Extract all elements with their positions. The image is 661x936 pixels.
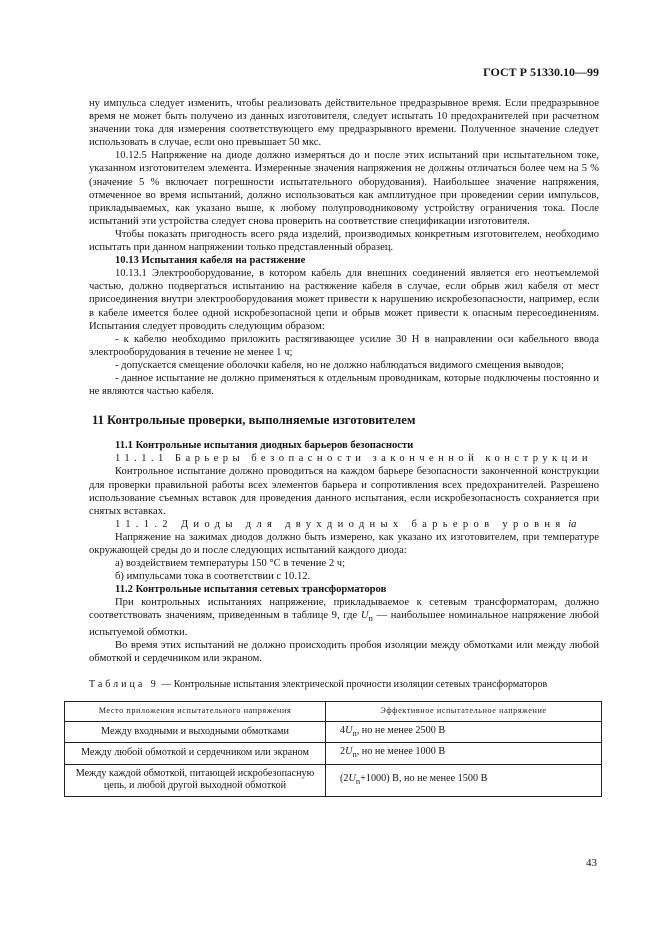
table-row xyxy=(65,764,602,796)
symbol-u-subscript: n xyxy=(368,613,373,624)
list-item-not-applicable: - данное испытание не должно применяться к отдельным проводникам, которые подключены постоянно и не являются частью кабеля. xyxy=(89,372,599,398)
table-header-place: Место приложения испытательного напряжения xyxy=(65,702,326,722)
symbol-u: U xyxy=(360,610,369,622)
voltage-symbol: U xyxy=(345,724,353,736)
heading-11-1-2 xyxy=(89,518,599,531)
document-code-header: ГОСТ Р 51330.10—99 xyxy=(483,65,599,79)
paragraph-11-1-1: Контрольное испытание должно проводиться на каждом барьере безопасности законченной конструкции для проверки правильной работы всех элементов барьера и сопротивления всех предохранителей. Разрешено использование съемных вставок для проведения данного испытания, если искробезопасность сохраняется при снятых вставках. xyxy=(89,466,599,517)
table-cell-place: Между любой обмоткой и сердечником или экраном xyxy=(65,743,326,765)
paragraph-11-2 xyxy=(89,596,599,638)
page-content xyxy=(75,97,599,797)
voltage-text: , но не менее 2500 В xyxy=(356,724,446,736)
table-caption-text: — Контрольные испытания электрической прочности изоляции сетевых трансформаторов xyxy=(161,678,548,690)
voltage-symbol: U xyxy=(348,773,356,785)
table-header-voltage: Эффективное испытательное напряжение xyxy=(326,702,602,722)
paragraph-11-2-text-b: — наибольшее номинальное напряжение любой испытуемой обмотки. xyxy=(89,610,599,638)
list-item-b: б) импульсами тока в соответствии с 10.12. xyxy=(115,571,311,583)
heading-11-1: 11.1 Контрольные испытания диодных барьеров безопасности xyxy=(115,440,414,452)
paragraph-10-13-1: 10.13.1 Электрооборудование, в котором кабель для внешних соединений является его неотъемлемой частью, должно подвергаться испытанию на растяжение кабеля в случае, если обрыв жил кабеля от мест присоединения внутри электрооборудования может привести к нарушению искробезопасности, например, если в кабеле имеется более одной искробезопасной цепи и обрыв может привести к опасным пересоединениям. Испытания следует проводить следующим образом: xyxy=(89,268,599,332)
table-row xyxy=(65,721,602,743)
heading-11-1-1: 11.1.1 Барьеры безопасности законченной конструкции xyxy=(115,453,593,465)
table-caption xyxy=(89,678,599,691)
table-cell-place: Между каждой обмоткой, питающей искробезопасную цепь, и любой другой выходной обмоткой xyxy=(65,764,326,796)
paragraph-10-12-5: 10.12.5 Напряжение на диоде должно измеряться до и после этих испытаний при испытательном токе, указанном изготовителем элемента. Измеренные значения напряжения не должны отличаться более чем на 5 % (значение 5 % включает погрешности испытательного оборудования). Наибольшее значение напряжения, отмеченное во время испытаний, должно использоваться как амплитудное при проведении серии импульсов, прикладываемых, как указано выше, к любому полупроводниковому устройству ограничения тока. После испытаний эти устройства следует снова проверить на соответствие спецификации изготовителя. xyxy=(89,150,599,227)
paragraph-11-1-2: Напряжение на зажимах диодов должно быть измерено, как указано их изготовителем, при температуре окружающей среды до и после следующих испытаний каждого диода: xyxy=(89,531,599,556)
table-cell-voltage xyxy=(326,743,602,765)
voltage-coefficient: 2 xyxy=(340,746,346,758)
voltage-text: , но не менее 1000 В xyxy=(356,746,446,758)
voltage-coefficient: 4 xyxy=(340,724,346,736)
paragraph-sample: Чтобы показать пригодность всего ряда изделий, производимых конкретным изготовителем, необходимо испытать при данном напряжении только представленный образец. xyxy=(89,228,599,254)
voltage-text: +1000) В, но не менее 1500 В xyxy=(360,773,488,785)
list-item-pull-force: - к кабелю необходимо приложить растягивающее усилие 30 Н в направлении оси кабельного ввода электрооборудования в течение не менее 1 ч; xyxy=(89,333,599,358)
heading-10-13: 10.13 Испытания кабеля на растяжение xyxy=(115,255,306,267)
page-number: 43 xyxy=(586,857,597,869)
table-header-row xyxy=(65,702,602,722)
heading-11-1-2-text: 11.1.2 Диоды для двухдиодных барьеров уровня xyxy=(115,518,566,530)
table-cell-voltage xyxy=(326,764,602,796)
paragraph-insulation: Во время этих испытаний не должно происходить пробоя изоляции между обмотками или между любой обмоткой и сердечником или экраном. xyxy=(89,639,599,664)
list-item-sheath-shift: - допускается смещение оболочки кабеля, но не должно наблюдаться видимого смещения выводов; xyxy=(115,359,564,371)
voltage-symbol: U xyxy=(345,746,353,758)
voltage-subscript: n xyxy=(355,776,361,787)
list-item-a: а) воздействием температуры 150 °С в течение 2 ч; xyxy=(115,558,346,570)
heading-11-2: 11.2 Контрольные испытания сетевых трансформаторов xyxy=(115,584,387,596)
voltage-coefficient: (2 xyxy=(340,773,349,785)
section-11-title: 11 Контрольные проверки, выполняемые изготовителем xyxy=(92,413,416,428)
table-9 xyxy=(64,701,602,797)
table-cell-voltage xyxy=(326,721,602,743)
table-cell-place: Между входными и выходными обмотками xyxy=(65,721,326,743)
voltage-subscript: n xyxy=(352,749,357,760)
paragraph-continued: ну импульса следует изменить, чтобы реализовать действительное предразрывное время. Если предразрывное время не может быть получено из данных изготовителя, следует испытать 10 предохранителей при расчетном значении тока для измерения соответствующего ему предразрывного времени. Полученное значение следует использовать в случае, если оно превышает 50 мкс. xyxy=(89,98,599,149)
table-caption-label: Таблица 9 xyxy=(89,678,159,690)
table-row xyxy=(65,743,602,765)
paragraph-11-2-text-a: При контрольных испытаниях напряжение, прикладываемое к сетевым трансформаторам, должно соответствовать значениям, приведенным в таблице 9, где xyxy=(89,597,599,622)
voltage-subscript: n xyxy=(352,727,357,738)
heading-11-1-2-level: ia xyxy=(568,518,577,530)
